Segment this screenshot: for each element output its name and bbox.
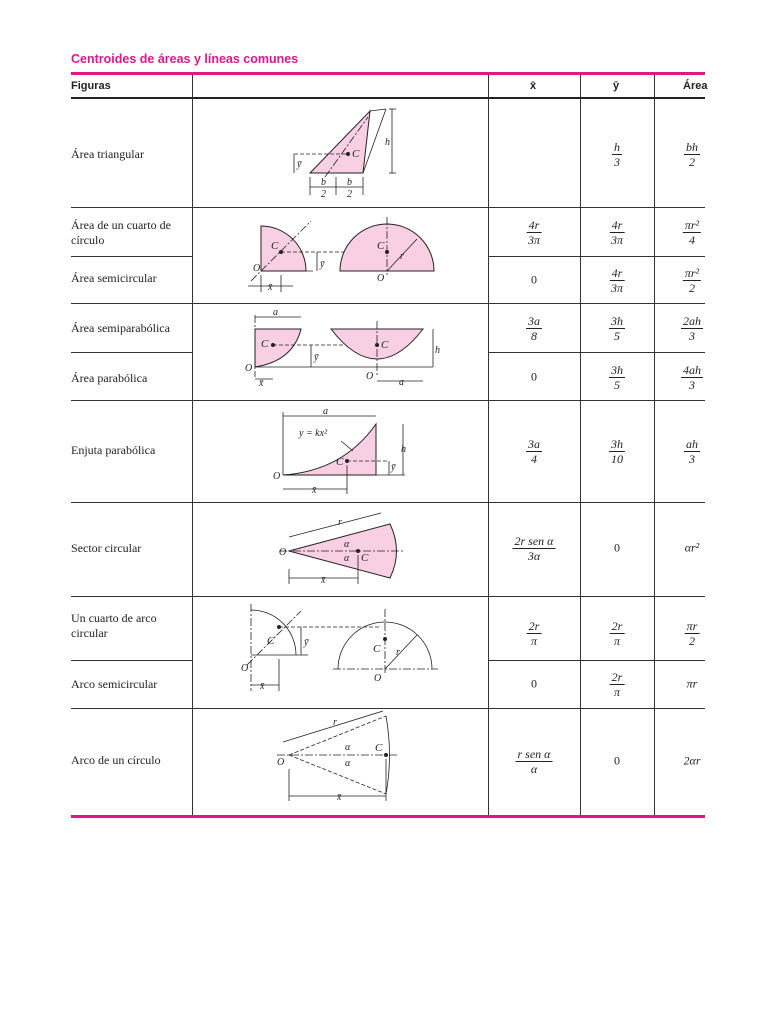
numerator: r sen α: [517, 747, 551, 761]
sector-figure: [279, 513, 405, 586]
numerator: 4r: [528, 218, 540, 232]
origin-label: O: [245, 363, 253, 374]
numerator: 4ah: [683, 363, 701, 377]
column-divider: [488, 75, 489, 97]
value-fraction-y: [612, 140, 622, 169]
value-fraction-a: [683, 218, 701, 247]
numerator: πr²: [684, 218, 700, 232]
ybar-label: ȳ: [320, 259, 325, 270]
alpha-label: α: [344, 553, 350, 564]
value-fraction-a: [685, 619, 700, 648]
row-name-quarter-arc: Un cuarto de arco circular: [71, 611, 157, 640]
parabolic-figure: [245, 307, 440, 389]
header-figuras: Figuras: [71, 80, 111, 92]
bottom-rule: [71, 815, 705, 818]
row-divider: [488, 352, 705, 353]
value-fraction-y: [610, 218, 625, 247]
value-fraction-x: [513, 534, 556, 563]
ybar-label: ȳ: [304, 637, 309, 648]
numerator: h: [614, 140, 620, 154]
centroid-label: C: [271, 240, 279, 252]
h-label: h: [401, 444, 406, 455]
origin-label: O: [273, 471, 281, 482]
numerator: 3h: [611, 363, 623, 377]
quarter-semicircle-figure: [248, 217, 434, 293]
denominator: 2: [689, 634, 695, 648]
value-a: 2αr: [683, 753, 701, 768]
a-label: a: [399, 377, 404, 388]
spandrel-figure: [273, 406, 406, 496]
row-name-parabolic: Área parabólica: [71, 371, 148, 385]
origin-label: O: [374, 673, 382, 684]
denominator: 3: [689, 452, 695, 466]
denominator: π: [613, 634, 621, 648]
value-fraction-y: [609, 363, 625, 392]
xbar-label: x̄: [260, 681, 265, 692]
value-x: 0: [531, 676, 537, 691]
origin-label: O: [277, 757, 285, 768]
denominator: 4: [531, 452, 537, 466]
value-y: 0: [614, 540, 620, 555]
a-label: a: [323, 406, 328, 417]
row-name-arc: Arco de un círculo: [71, 753, 161, 767]
xbar-label: x̄: [321, 575, 326, 586]
centroid-label: C: [352, 148, 360, 160]
radius-label: r: [396, 647, 400, 658]
value-fraction-x: [516, 747, 553, 776]
value-y: 0: [614, 753, 620, 768]
denominator: α: [530, 762, 538, 776]
value-fraction-x: [527, 218, 542, 247]
value-a: πr: [686, 676, 698, 691]
column-divider: [580, 75, 581, 97]
xbar-label: x̄: [268, 282, 273, 293]
numerator: 3a: [528, 437, 540, 451]
header-x: x̄: [530, 80, 537, 92]
value-fraction-y: [610, 266, 625, 295]
row-name-quarter-circle: Área de un cuarto de círculo: [71, 218, 171, 247]
numerator: 3h: [611, 437, 623, 451]
value-fraction-a: [683, 266, 701, 295]
row-divider: [488, 660, 705, 661]
header-y: ȳ: [613, 80, 620, 92]
two-label: 2: [321, 189, 326, 200]
centroid-label: C: [377, 240, 385, 252]
row-name-sector: Sector circular: [71, 541, 142, 555]
value-fraction-a: [684, 437, 700, 466]
numerator: 4r: [611, 218, 623, 232]
numerator: 2ah: [683, 314, 701, 328]
alpha-label: α: [344, 539, 350, 550]
triangle-figure: [294, 109, 396, 200]
b-label: b: [321, 177, 326, 188]
numerator: 4r: [611, 266, 623, 280]
value-a: αr²: [684, 540, 700, 555]
numerator: ah: [686, 437, 698, 451]
centroid-label: C: [261, 338, 269, 350]
numerator: 2r: [611, 619, 623, 633]
centroid-label: C: [336, 456, 344, 468]
origin-label: O: [241, 663, 249, 674]
numerator: 2r sen α: [514, 534, 554, 548]
denominator: 3: [689, 329, 695, 343]
value-fraction-a: [681, 363, 703, 392]
row-divider: [71, 256, 192, 257]
radius-label: r: [400, 251, 404, 262]
curve-label: y = kx²: [299, 428, 328, 439]
centroid-label: C: [375, 742, 383, 754]
centroid-label: C: [361, 552, 369, 564]
value-fraction-x: [527, 619, 542, 648]
centroid-label: C: [373, 643, 381, 655]
value-fraction-a: [684, 140, 700, 169]
two-label: 2: [347, 189, 352, 200]
denominator: 8: [531, 329, 537, 343]
denominator: 5: [614, 329, 620, 343]
denominator: 4: [689, 233, 695, 247]
denominator: 2: [689, 155, 695, 169]
value-fraction-a: [681, 314, 703, 343]
origin-label: O: [253, 263, 261, 274]
row-divider: [488, 256, 705, 257]
origin-label: O: [377, 273, 385, 284]
xbar-label: x̄: [259, 378, 264, 389]
row-name-triangular: Área triangular: [71, 147, 144, 161]
denominator: 3π: [610, 233, 624, 247]
denominator: π: [530, 634, 538, 648]
denominator: 3: [689, 378, 695, 392]
numerator: bh: [686, 140, 698, 154]
figures-column: [193, 99, 488, 815]
origin-label: O: [366, 371, 374, 382]
header-area: Área: [683, 80, 708, 92]
denominator: 3π: [610, 281, 624, 295]
denominator: 2: [689, 281, 695, 295]
top-rule: [71, 72, 705, 75]
alpha-label: α: [345, 758, 351, 769]
table-title: Centroides de áreas y líneas comunes: [71, 52, 299, 66]
row-divider: [71, 352, 192, 353]
numerator: 3a: [528, 314, 540, 328]
h-label: h: [385, 137, 390, 148]
column-divider: [654, 75, 655, 97]
denominator: 3π: [527, 233, 541, 247]
value-fraction-x: [526, 437, 542, 466]
value-fraction-y: [609, 314, 625, 343]
denominator: 5: [614, 378, 620, 392]
denominator: 3: [614, 155, 620, 169]
value-fraction-y: [610, 670, 625, 699]
ybar-label: ȳ: [297, 159, 302, 170]
row-name-semiparabolic: Área semiparabólica: [71, 321, 170, 335]
denominator: π: [613, 685, 621, 699]
numerator: πr: [686, 619, 698, 633]
h-label: h: [435, 345, 440, 356]
centroid-label: C: [267, 635, 275, 647]
a-label: a: [273, 307, 278, 318]
value-fraction-y: [610, 619, 625, 648]
radius-label: r: [338, 517, 342, 528]
circle-arc-figure: [277, 711, 399, 803]
row-name-semicircle: Área semicircular: [71, 271, 157, 285]
alpha-label: α: [345, 742, 351, 753]
denominator: 3α: [527, 549, 541, 563]
denominator: 10: [611, 452, 623, 466]
b-label: b: [347, 177, 352, 188]
centroid-label: C: [381, 339, 389, 351]
numerator: 2r: [611, 670, 623, 684]
numerator: 2r: [528, 619, 540, 633]
row-name-spandrel: Enjuta parabólica: [71, 443, 156, 457]
origin-label: O: [279, 547, 287, 558]
numerator: 3h: [611, 314, 623, 328]
ybar-label: ȳ: [391, 462, 396, 473]
xbar-label: x̄: [337, 792, 342, 803]
arc-figure: [241, 604, 438, 692]
xbar-label: x̄: [312, 485, 317, 496]
value-x: 0: [531, 272, 537, 287]
column-divider: [192, 75, 193, 97]
row-name-semi-arc: Arco semicircular: [71, 677, 158, 691]
value-fraction-y: [609, 437, 625, 466]
ybar-label: ȳ: [314, 352, 319, 363]
value-fraction-x: [526, 314, 542, 343]
radius-label: r: [333, 717, 337, 728]
value-x: 0: [531, 369, 537, 384]
row-divider: [71, 660, 192, 661]
numerator: πr²: [684, 266, 700, 280]
